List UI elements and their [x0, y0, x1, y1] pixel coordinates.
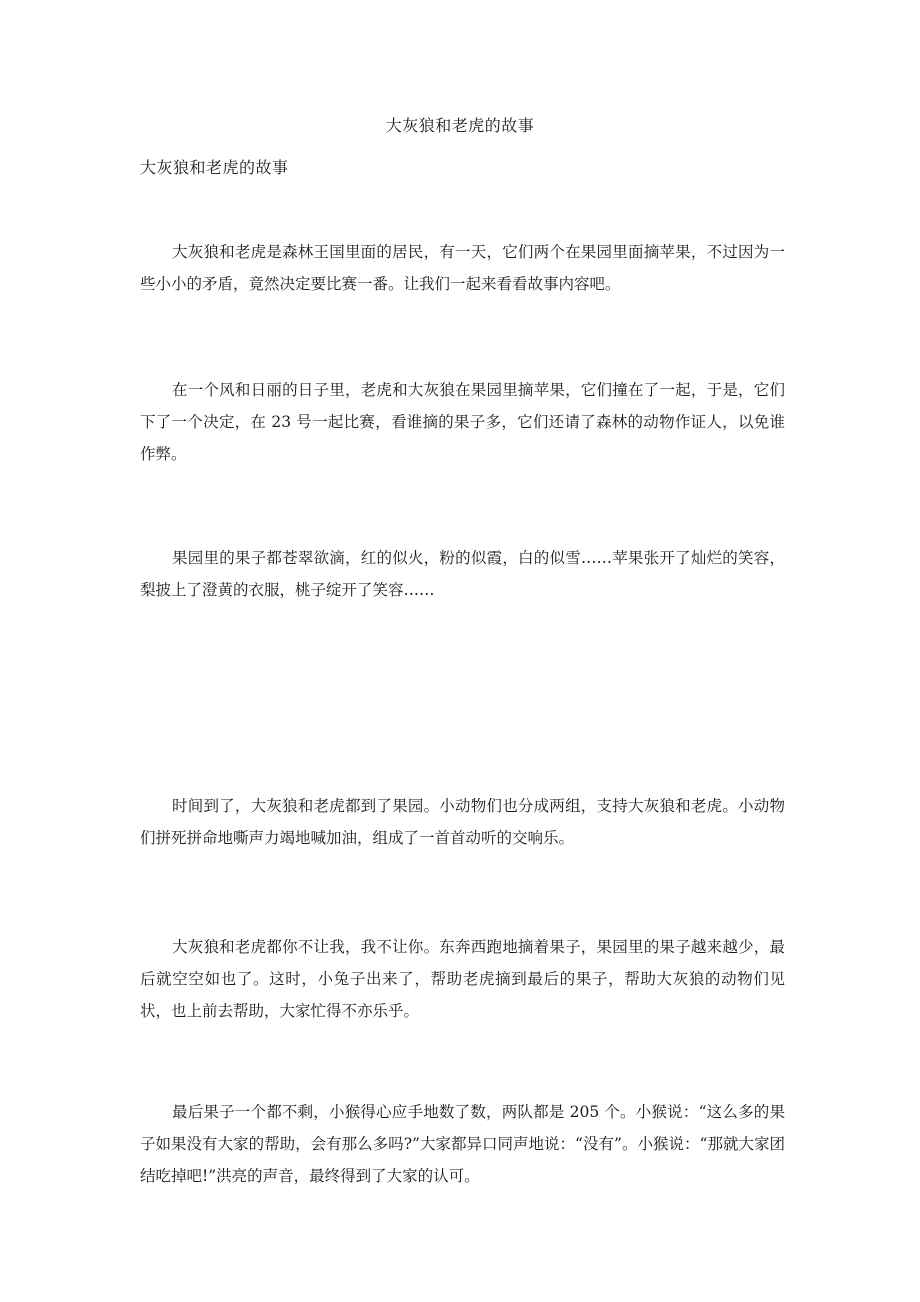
paragraph-decision: 在一个风和日丽的日子里，老虎和大灰狼在果园里摘苹果，它们撞在了一起，于是，它们下了一个决定，在 23 号一起比赛，看谁摘的果子多，它们还请了森林的动物作证人，以免谁作弊。	[140, 381, 785, 463]
paragraph-picking: 大灰狼和老虎都你不让我，我不让你。东奔西跑地摘着果子，果园里的果子越来越少，最后就空空如也了。这时，小兔子出来了，帮助老虎摘到最后的果子，帮助大灰狼的动物们见状，也上前去帮助，大家忙得不亦乐乎。	[140, 938, 785, 1020]
paragraph-orchard: 果园里的果子都苍翠欲滴，红的似火，粉的似霞，白的似雪……苹果张开了灿烂的笑容，梨披上了澄黄的衣服，桃子绽开了笑容……	[140, 549, 785, 599]
paragraph-competition-start: 时间到了，大灰狼和老虎都到了果园。小动物们也分成两组，支持大灰狼和老虎。小动物们拼死拼命地嘶声力竭地喊加油，组成了一首首动听的交响乐。	[140, 797, 785, 847]
document-subtitle: 大灰狼和老虎的故事	[140, 158, 289, 177]
document-title: 大灰狼和老虎的故事	[385, 116, 535, 135]
paragraph-intro: 大灰狼和老虎是森林王国里面的居民，有一天，它们两个在果园里面摘苹果，不过因为一些小小的矛盾，竟然决定要比赛一番。让我们一起来看看故事内容吧。	[140, 243, 785, 293]
paragraph-ending: 最后果子一个都不剩，小猴得心应手地数了数，两队都是 205 个。小猴说：“这么多的果子如果没有大家的帮助，会有那么多吗?”大家都异口同声地说：“没有”。小猴说：“那就大家团结吃掉吧!”洪亮的声音，最终得到了大家的认可。	[140, 1103, 785, 1185]
